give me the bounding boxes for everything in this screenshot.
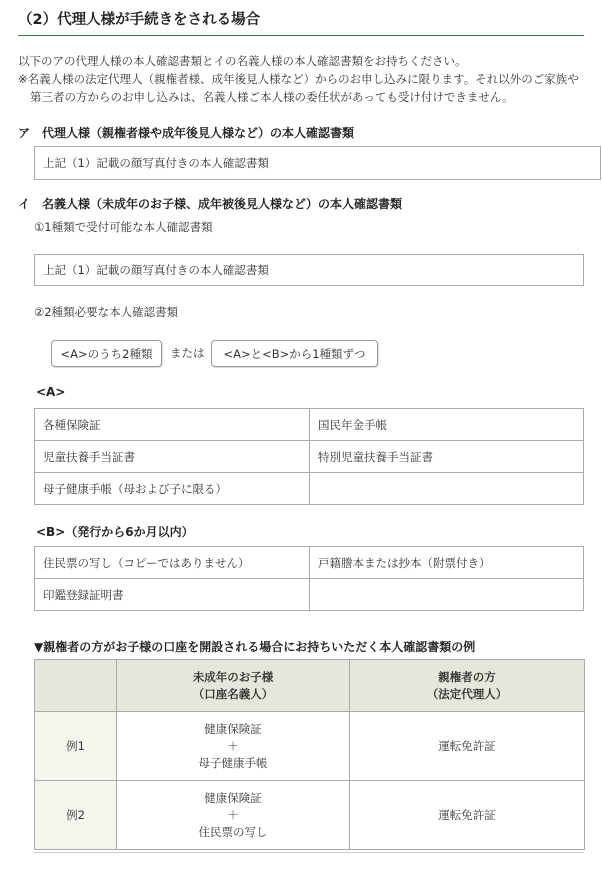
header-child: 未成年のお子様 （口座名義人）: [192, 669, 274, 701]
table-cell: 児童扶養手当証書: [35, 441, 310, 473]
header-parent: 親権者の方 （法定代理人）: [426, 669, 508, 701]
group-a-heading: <A>: [36, 385, 66, 399]
table-header: [350, 660, 585, 712]
section-a-heading: ア 代理人様（親権者様や成年後見人様など）の本人確認書類: [18, 126, 355, 140]
child-docs: [117, 781, 350, 850]
example-table: [34, 659, 585, 850]
one-type-label: ①1種類で受付可能な本人確認書類: [34, 220, 213, 234]
table-cell: 各種保険証: [35, 409, 310, 441]
group-b-table: [34, 546, 584, 611]
two-type-label: ②2種類必要な本人確認書類: [34, 305, 179, 319]
child-docs-text: 健康保険証 ＋ 母子健康手帳: [198, 721, 268, 770]
table-row: [35, 712, 585, 781]
pill-a-and-b: <A>と<B>から1種類ずつ: [211, 340, 378, 367]
group-b-heading: <B>（発行から6か月以内）: [36, 525, 194, 539]
child-docs: [117, 712, 350, 781]
table-cell: [310, 473, 584, 505]
group-a-table: [34, 408, 584, 505]
or-text: または: [170, 346, 205, 360]
one-type-box: 上記（1）記載の顔写真付きの本人確認書類: [34, 254, 584, 286]
table-cell: 国民年金手帳: [310, 409, 584, 441]
table-header: [35, 660, 117, 712]
table-cell: 母子健康手帳（母および子に限る）: [35, 473, 310, 505]
intro-text: [18, 52, 588, 106]
table-row: [35, 781, 585, 850]
intro-line-1: 以下のアの代理人様の本人確認書類とイの名義人様の本人確認書類をお持ちください。: [18, 54, 467, 68]
table-header-row: [35, 660, 585, 712]
table-row: [35, 409, 584, 441]
row-label: 例2: [35, 781, 117, 850]
table-row: [35, 579, 584, 611]
table-cell: 戸籍謄本または抄本（附票付き）: [310, 547, 584, 579]
table-row: [35, 547, 584, 579]
table-cell: 印鑑登録証明書: [35, 579, 310, 611]
table-cell: 住民票の写し（コピーではありません）: [35, 547, 310, 579]
table-cell: 特別児童扶養手当証書: [310, 441, 584, 473]
section-title: （2）代理人様が手続きをされる場合: [18, 8, 584, 36]
bottom-divider: [34, 852, 584, 869]
table-row: [35, 473, 584, 505]
table-row: [35, 441, 584, 473]
table-header: [117, 660, 350, 712]
row-label: 例1: [35, 712, 117, 781]
parent-docs: 運転免許証: [350, 781, 585, 850]
section-a-box: 上記（1）記載の顔写真付きの本人確認書類: [34, 146, 601, 180]
table-cell: [310, 579, 584, 611]
child-docs-text: 健康保険証 ＋ 住民票の写し: [198, 790, 268, 839]
section-i-heading: イ 名義人様（未成年のお子様、成年被後見人様など）の本人確認書類: [18, 197, 403, 211]
intro-line-2: ※名義人様の法定代理人（親権者様、成年後見人様など）からのお申し込みに限ります。それ以外のご家族や第三者の方からのお申し込みは、名義人様ご本人様の委任状があっても受け付けできません。: [18, 72, 579, 104]
parent-docs: 運転免許証: [350, 712, 585, 781]
pill-a-two-types: <A>のうち2種類: [51, 340, 162, 367]
example-title: ▼親権者の方がお子様の口座を開設される場合にお持ちいただく本人確認書類の例: [34, 640, 476, 654]
